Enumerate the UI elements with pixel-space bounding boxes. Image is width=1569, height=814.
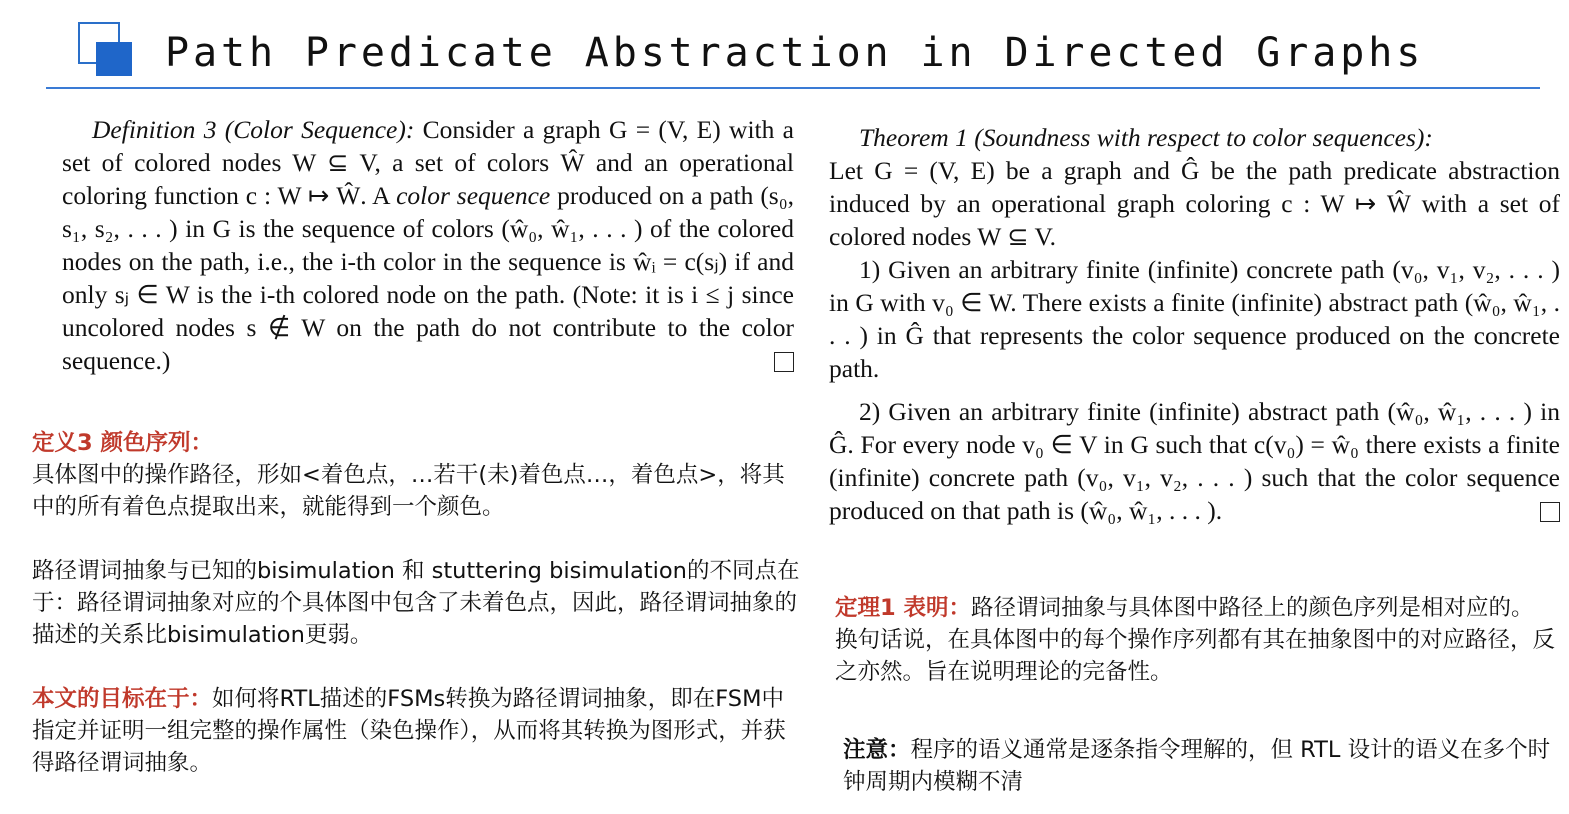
qed-box-icon: [1540, 502, 1560, 522]
theorem-note: [835, 592, 1555, 688]
definition-text-1: Consider a graph G = (V, E) with a set of colored nodes W ⊆ V, a set of colors Ŵ and an operational coloring function c : W ↦ Ŵ. A: [62, 115, 795, 210]
goal-note-label: 本文的目标在于：: [32, 686, 213, 712]
theorem-heading-text: Theorem 1 (Soundness with respect to color sequences):: [859, 123, 1433, 152]
theorem-item-1: 1) Given an arbitrary finite (infinite) concrete path (v₀, v₁, v₂, . . . ) in G with v₀ ∈ W. There exists a finite (infinite) abstract path (ŵ₀, ŵ₁, . . . ) in Ĝ that represents the color sequence produced on the concrete path.: [829, 255, 1560, 383]
attention-note-label: 注意：: [843, 737, 911, 763]
theorem-intro: Let G = (V, E) be a graph and Ĝ be the path predicate abstraction induced by an operational graph coloring c : W ↦ Ŵ with a set of colored nodes W ⊆ V.: [829, 156, 1560, 251]
definition-block: [62, 113, 794, 377]
title-divider: [46, 87, 1540, 89]
goal-note: [32, 683, 802, 779]
definition-text-2: produced on a path (s₀, s₁, s₂, . . . ) in G is the sequence of colors (ŵ₀, ŵ₁, . . . ) of the colored nodes on the path, i.e., the i-th color in the sequence is ŵᵢ = c(sⱼ) if and only sⱼ ∈ W is the i-th colored node on the path. (Note: it is i ≤ j since uncolored nodes s ∉ W on the path do not contribute to the color sequence.): [62, 181, 794, 375]
theorem-block: [829, 121, 1560, 527]
difference-note-text: 路径谓词抽象与已知的bisimulation 和 stuttering bisimulation的不同点在于：路径谓词抽象对应的个具体图中包含了未着色点，因此，路径谓词抽象的描述的关系比bisimulation更弱。: [32, 558, 800, 648]
theorem-item-2: [829, 395, 1560, 527]
attention-note: [843, 734, 1553, 798]
definition-paragraph: [62, 113, 794, 377]
difference-note: [32, 555, 802, 651]
theorem-note-text: 路径谓词抽象与具体图中路径上的颜色序列是相对应的。换句话说，在具体图中的每个操作序列都有其在抽象图中的对应路径，反之亦然。旨在说明理论的完备性。: [835, 595, 1556, 685]
definition-note-label: 定义3 颜色序列：: [32, 430, 213, 456]
page-title: Path Predicate Abstraction in Directed Graphs: [165, 30, 1425, 76]
definition-note-text: 具体图中的操作路径，形如<着色点，…若干(未)着色点…，着色点>，将其中的所有着色点提取出来，就能得到一个颜色。: [32, 462, 785, 520]
title-logo-icon: [78, 22, 134, 78]
goal-note-text: 如何将RTL描述的FSMs转换为路径谓词抽象，即在FSM中指定并证明一组完整的操作属性（染色操作），从而将其转换为图形式，并获得路径谓词抽象。: [32, 686, 786, 776]
definition-note: [32, 427, 802, 523]
definition-heading: Definition 3 (Color Sequence):: [92, 115, 415, 144]
theorem-item-2-text: 2) Given an arbitrary finite (infinite) abstract path (ŵ₀, ŵ₁, . . . ) in Ĝ. For every node v₀ ∈ V in G such that c(v₀) = ŵ₀ there exists a finite (infinite) concrete path (v₀, v₁, v₂, . . . ) such that the color sequence produced on that path is (ŵ₀, ŵ₁, . . . ).: [829, 397, 1560, 525]
theorem-note-label: 定理1 表明：: [835, 595, 971, 621]
qed-box-icon: [774, 352, 794, 372]
definition-term: color sequence: [396, 181, 551, 210]
attention-note-text: 程序的语义通常是逐条指令理解的，但 RTL 设计的语义在多个时钟周期内模糊不清: [843, 737, 1551, 795]
logo-filled-square: [96, 42, 132, 76]
theorem-heading: [829, 121, 1560, 154]
